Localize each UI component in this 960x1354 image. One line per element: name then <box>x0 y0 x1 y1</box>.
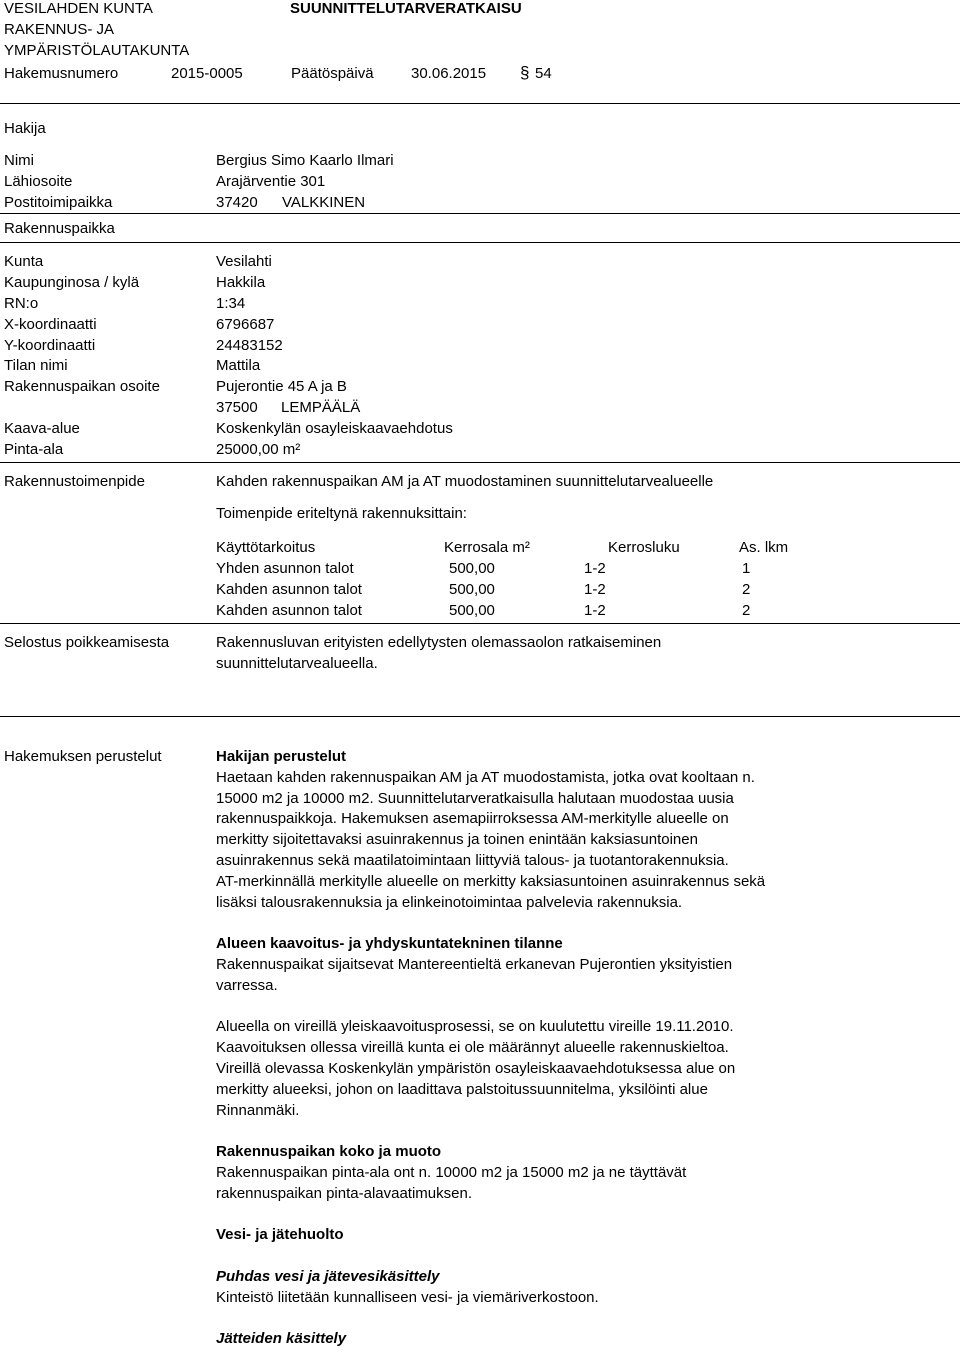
municipality: Vesilahti <box>216 253 272 270</box>
applicant-postal-code: 37420 <box>216 194 258 211</box>
application-number-label: Hakemusnumero <box>4 65 119 82</box>
justification-label: Hakemuksen perustelut <box>4 748 162 765</box>
rn-label: RN:o <box>4 295 39 312</box>
paragraph-line: Vireillä olevassa Koskenkylän ympäristön osayleiskaavaehdotuksessa alue on <box>216 1059 736 1077</box>
paragraph-line: Rakennuspaikat sijaitsevat Mantereentieltä erkanevan Pujerontien yksityistien <box>216 955 733 973</box>
column-header-dwellings: As. lkm <box>739 539 789 556</box>
section-heading-zoning: Alueen kaavoitus- ja yhdyskuntatekninen tilanne <box>216 935 563 953</box>
area-label: Pinta-ala <box>4 441 64 458</box>
y-coordinate: 24483152 <box>216 337 283 354</box>
paragraph-line: Rakennuspaikan pinta-ala ont n. 10000 m2 ja 15000 m2 ja ne täyttävät <box>216 1163 687 1181</box>
org-name-line2: RAKENNUS- JA <box>4 21 115 38</box>
section-heading-water-waste: Vesi- ja jätehuolto <box>216 1226 344 1244</box>
justification-body <box>216 747 936 1350</box>
rn-number: 1:34 <box>216 295 246 312</box>
subheading-waste-handling: Jätteiden käsittely <box>216 1330 347 1348</box>
applicant-street: Arajärventie 301 <box>216 173 326 190</box>
paragraph-line: rakennuspaikan pinta-alavaatimuksen. <box>216 1184 472 1202</box>
table-cell-use: Kahden asunnon talot <box>216 581 362 598</box>
paragraph-line: Haetaan kahden rakennuspaikan AM ja AT muodostamista, jotka ovat kooltaan n. <box>216 768 755 786</box>
table-cell-floors: 1-2 <box>584 560 606 577</box>
application-number: 2015-0005 <box>171 65 243 82</box>
table-cell-dwellings: 2 <box>742 602 751 619</box>
village-label: Kaupunginosa / kylä <box>4 274 140 291</box>
paragraph-line: asuinrakennus sekä maatilatoimintaan liittyviä talous- ja tuotantorakennuksia. <box>216 851 729 869</box>
table-cell-floors: 1-2 <box>584 602 606 619</box>
header-divider <box>0 103 960 104</box>
paragraph-line: rakennuspaikkoja. Hakemuksen asemapiirroksessa AM-merkitylle alueelle on <box>216 810 729 828</box>
applicant-heading: Hakija <box>4 120 46 137</box>
y-coordinate-label: Y-koordinaatti <box>4 337 96 354</box>
justification-divider <box>0 716 960 717</box>
farm-name: Mattila <box>216 357 261 374</box>
column-header-floors: Kerrosluku <box>608 539 680 556</box>
table-cell-use: Yhden asunnon talot <box>216 560 354 577</box>
site-address-city: LEMPÄÄLÄ <box>281 399 361 416</box>
paragraph-line: Kaavoituksen ollessa vireillä kunta ei ole määrännyt alueelle rakennuskieltoa. <box>216 1039 729 1057</box>
x-coordinate: 6796687 <box>216 316 275 333</box>
zoning-area: Koskenkylän osayleiskaavaehdotus <box>216 420 453 437</box>
measure-divider <box>0 623 960 624</box>
measure-description: Kahden rakennuspaikan AM ja AT muodostaminen suunnittelutarvealueelle <box>216 473 714 490</box>
document-title: SUUNNITTELUTARVERATKAISU <box>290 0 522 17</box>
measure-label: Rakennustoimenpide <box>4 473 145 490</box>
deviation-text-line1: Rakennusluvan erityisten edellytysten olemassaolon ratkaiseminen <box>216 634 662 651</box>
table-cell-floors: 1-2 <box>584 581 606 598</box>
table-cell-dwellings: 2 <box>742 581 751 598</box>
table-cell-use: Kahden asunnon talot <box>216 602 362 619</box>
site-address-line1: Pujerontie 45 A ja B <box>216 378 347 395</box>
applicant-divider <box>0 213 960 214</box>
paragraph-line: Rinnanmäki. <box>216 1101 300 1119</box>
decision-date-label: Päätöspäivä <box>291 65 374 82</box>
table-cell-floor-area: 500,00 <box>449 581 495 598</box>
site-address-postal-code: 37500 <box>216 399 258 416</box>
paragraph-line: Kinteistö liitetään kunnalliseen vesi- ja viemäriverkostoon. <box>216 1288 599 1306</box>
paragraph-line: 15000 m2 ja 10000 m2. Suunnittelutarveratkaisulla halutaan muodostaa uusia <box>216 789 734 807</box>
paragraph-line: Alueella on vireillä yleiskaavoitusprosessi, se on kuulutettu vireille 19.11.2010. <box>216 1018 734 1036</box>
site-area: 25000,00 m² <box>216 441 301 458</box>
x-coordinate-label: X-koordinaatti <box>4 316 97 333</box>
column-header-floor-area: Kerrosala m² <box>444 539 530 556</box>
table-cell-floor-area: 500,00 <box>449 560 495 577</box>
paragraph-line: lisäksi talousrakennuksia ja elinkeinotoimintaa palvelevia rakennuksia. <box>216 893 683 911</box>
zoning-label: Kaava-alue <box>4 420 80 437</box>
org-name-line3: YMPÄRISTÖLAUTAKUNTA <box>4 42 190 59</box>
applicant-name: Bergius Simo Kaarlo Ilmari <box>216 152 394 169</box>
deviation-text-line2: suunnittelutarvealueella. <box>216 655 378 672</box>
paragraph-line: merkitty alueeksi, johon on laadittava palstoitussuunnitelma, yksilöinti alue <box>216 1080 708 1098</box>
site-details-divider <box>0 462 960 463</box>
table-cell-dwellings: 1 <box>742 560 751 577</box>
paragraph-line: varressa. <box>216 976 278 994</box>
section-number: 54 <box>535 65 552 82</box>
column-header-use: Käyttötarkoitus <box>216 539 316 556</box>
paragraph-line: AT-merkinnällä merkitylle alueelle on merkitty kaksiasuntoinen asuinrakennus sekä <box>216 872 766 890</box>
table-cell-floor-area: 500,00 <box>449 602 495 619</box>
section-sign: § <box>520 63 530 82</box>
name-label: Nimi <box>4 152 34 169</box>
subheading-clean-water: Puhdas vesi ja jätevesikäsittely <box>216 1267 440 1285</box>
municipality-label: Kunta <box>4 253 44 270</box>
site-divider <box>0 242 960 243</box>
street-label: Lähiosoite <box>4 173 73 190</box>
village: Hakkila <box>216 274 266 291</box>
section-heading-site-size: Rakennuspaikan koko ja muoto <box>216 1143 442 1161</box>
deviation-label: Selostus poikkeamisesta <box>4 634 170 651</box>
measure-subheading: Toimenpide eriteltynä rakennuksittain: <box>216 505 467 522</box>
section-heading-applicant-reasons: Hakijan perustelut <box>216 748 347 765</box>
site-heading: Rakennuspaikka <box>4 220 115 237</box>
applicant-postal-city: VALKKINEN <box>282 194 366 211</box>
paragraph-line: merkitty sijoitettavaksi asuinrakennus ja toinen enintään kaksiasuntoinen <box>216 831 698 849</box>
farm-name-label: Tilan nimi <box>4 357 68 374</box>
org-name-line1: VESILAHDEN KUNTA <box>4 0 153 17</box>
postal-label: Postitoimipaikka <box>4 194 113 211</box>
decision-date: 30.06.2015 <box>411 65 487 82</box>
site-address-label: Rakennuspaikan osoite <box>4 378 160 395</box>
